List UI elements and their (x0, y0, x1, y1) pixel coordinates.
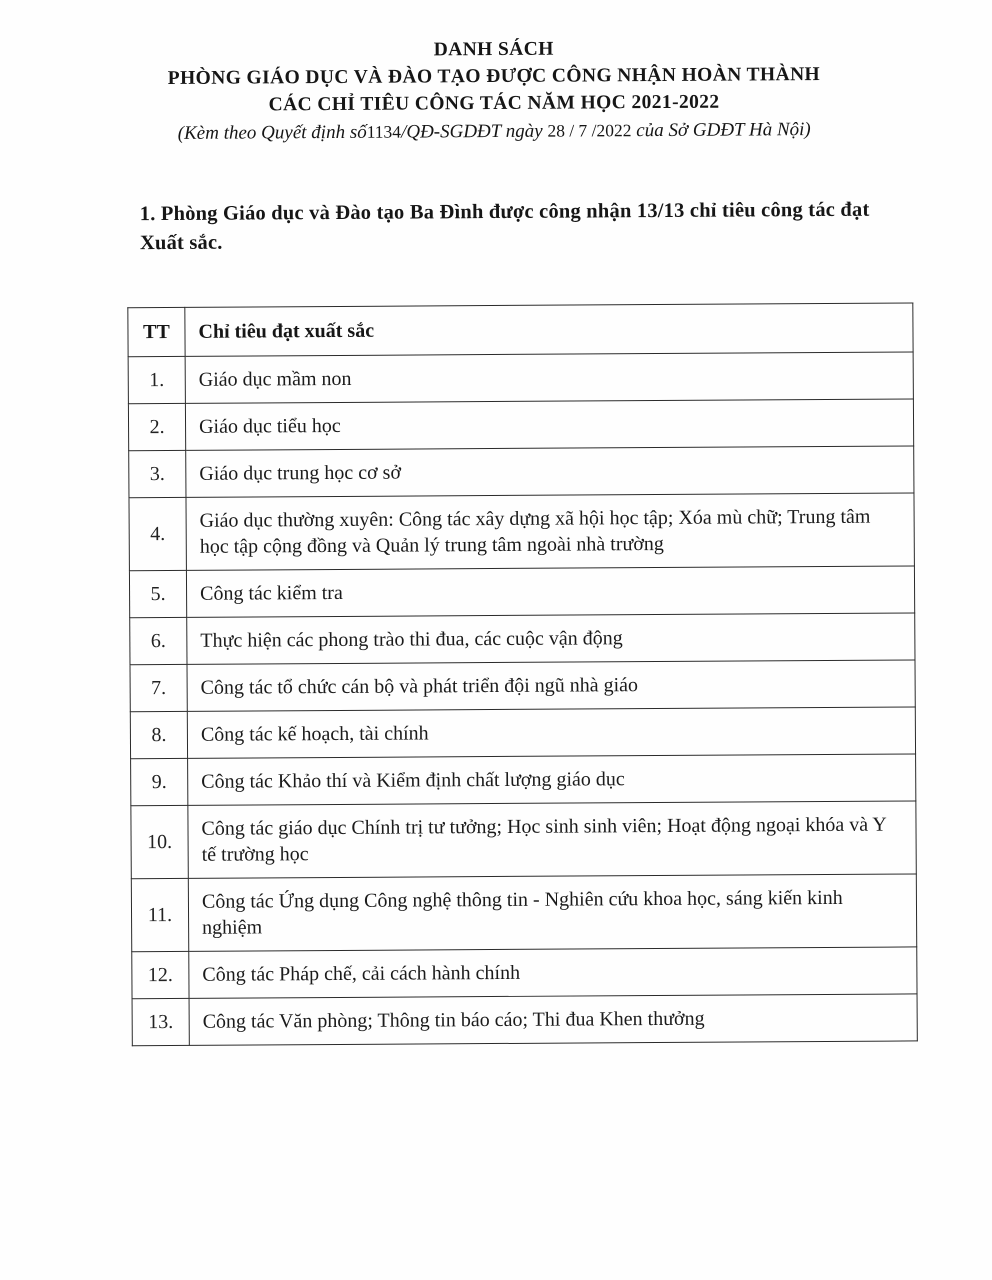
row-number: 5. (129, 570, 186, 617)
row-criteria: Giáo dục thường xuyên: Công tác xây dựng xã hội học tập; Xóa mù chữ; Trung tâm học tập cộng đồng và Quản lý trung tâm ngoài nhà trường (186, 493, 914, 570)
row-criteria: Công tác giáo dục Chính trị tư tưởng; Học sinh sinh viên; Hoạt động ngoại khóa và Y tế trường học (188, 801, 916, 878)
row-number: 11. (131, 878, 188, 951)
row-number: 3. (129, 450, 186, 497)
row-criteria: Công tác kế hoạch, tài chính (187, 707, 915, 758)
doc-title-line3: CÁC CHỈ TIÊU CÔNG TÁC NĂM HỌC 2021-2022 (268, 91, 720, 116)
row-number: 6. (130, 617, 187, 664)
criteria-table (127, 302, 917, 1046)
table-row (129, 493, 914, 571)
table-row (130, 707, 915, 759)
row-number: 8. (130, 711, 187, 758)
table-row (131, 754, 916, 806)
row-criteria: Thực hiện các phong trào thi đua, các cuộc vận động (187, 613, 915, 664)
row-criteria: Công tác Khảo thí và Kiểm định chất lượng giáo dục (188, 754, 916, 805)
row-criteria: Giáo dục tiểu học (185, 399, 913, 450)
table-row (128, 352, 913, 404)
subtitle-prefix: (Kèm theo Quyết định số (177, 121, 367, 144)
table-row (132, 994, 917, 1046)
table-row (130, 613, 915, 665)
row-number: 9. (131, 758, 188, 805)
section-heading: 1. Phòng Giáo dục và Đào tạo Ba Đình được công nhận 13/13 chỉ tiêu công tác đạt Xuất sắc. (139, 198, 870, 255)
table-header-row (128, 303, 913, 357)
table-row (130, 660, 915, 712)
row-criteria: Công tác tổ chức cán bộ và phát triển đội ngũ nhà giáo (187, 660, 915, 711)
doc-title: DANH SÁCH (433, 38, 554, 61)
row-number: 10. (131, 805, 188, 878)
row-criteria: Công tác kiểm tra (186, 566, 914, 617)
decision-number: 1134 (366, 121, 402, 142)
doc-subtitle (0, 115, 990, 148)
row-criteria: Giáo dục mầm non (185, 352, 913, 403)
table-row (132, 947, 917, 999)
row-number: 1. (128, 356, 185, 403)
subtitle-suffix: của Sở GDĐT Hà Nội) (636, 119, 811, 142)
doc-title-line2: PHÒNG GIÁO DỤC VÀ ĐÀO TẠO ĐƯỢC CÔNG NHẬN HOÀN THÀNH (167, 64, 821, 89)
table-row (131, 874, 916, 952)
subtitle-mid: /QĐ-SGDĐT ngày (400, 120, 543, 143)
row-number: 13. (132, 998, 189, 1045)
row-number: 4. (129, 497, 186, 570)
row-criteria: Công tác Văn phòng; Thông tin báo cáo; Thi đua Khen thưởng (189, 994, 917, 1045)
document-header (0, 33, 990, 148)
row-criteria: Công tác Pháp chế, cải cách hành chính (189, 947, 917, 998)
column-header-criteria: Chỉ tiêu đạt xuất sắc (185, 303, 913, 356)
row-number: 2. (128, 403, 185, 450)
table-row (129, 446, 914, 498)
row-criteria: Giáo dục trung học cơ sở (186, 446, 914, 497)
decision-date: 28 / 7 /2022 (547, 120, 632, 141)
table-row (128, 399, 913, 451)
table-body (128, 352, 917, 1046)
column-header-tt: TT (128, 307, 185, 356)
table-row (131, 801, 916, 879)
row-number: 7. (130, 664, 187, 711)
row-number: 12. (132, 951, 189, 998)
table-row (129, 566, 914, 618)
row-criteria: Công tác Ứng dụng Công nghệ thông tin - Nghiên cứu khoa học, sáng kiến kinh nghiệm (188, 874, 916, 951)
